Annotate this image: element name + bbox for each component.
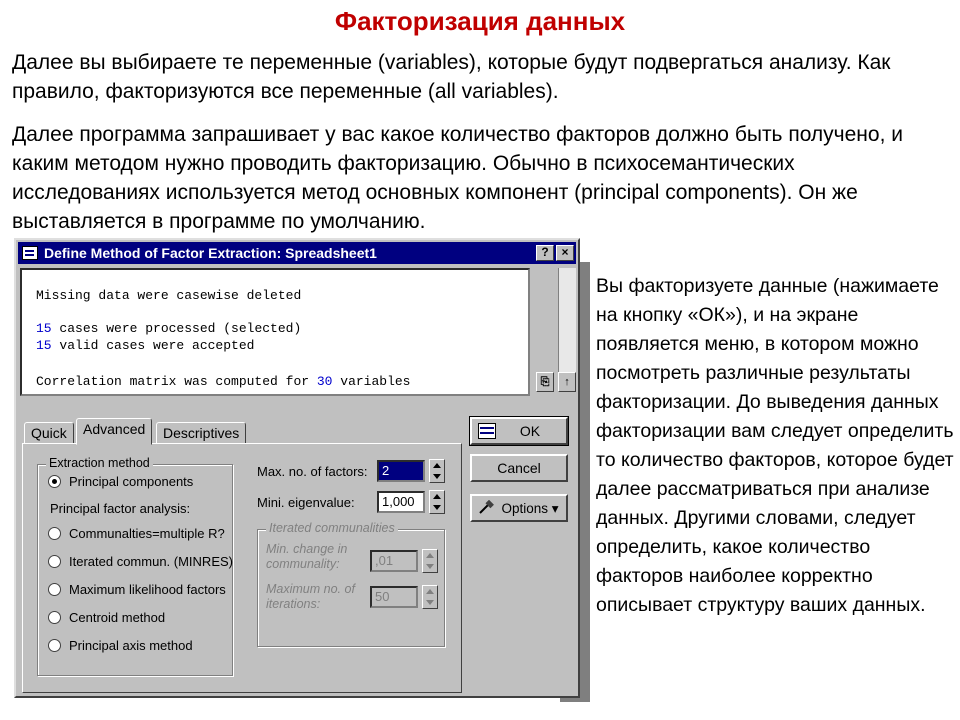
correlation-text: Correlation matrix was computed for: [36, 374, 317, 389]
spin-down-icon[interactable]: [433, 505, 441, 510]
radio-principal-axis[interactable]: [48, 638, 193, 653]
centroid-label: Centroid method: [69, 610, 166, 625]
cancel-button[interactable]: Cancel: [470, 454, 568, 482]
scroll-up-icon[interactable]: ↑: [558, 372, 576, 392]
radio-communalities[interactable]: [48, 526, 225, 541]
min-eigenvalue-label: Mini. eigenvalue:: [257, 495, 355, 510]
tab-quick[interactable]: Quick: [24, 422, 74, 444]
max-iterations-input[interactable]: 50: [370, 586, 418, 608]
spin-down-icon[interactable]: [426, 564, 434, 569]
help-button[interactable]: ?: [536, 245, 554, 261]
processed-text: cases were processed (selected): [51, 321, 302, 336]
radio-selected-icon[interactable]: [48, 475, 61, 488]
output-line-correlation: [36, 374, 410, 389]
min-change-spinner[interactable]: [422, 549, 438, 573]
radio-icon[interactable]: [48, 555, 61, 568]
processed-count: 15: [36, 321, 52, 336]
min-change-input[interactable]: ,01: [370, 550, 418, 572]
slide-title: Факторизация данных: [334, 6, 626, 36]
radio-icon[interactable]: [48, 527, 61, 540]
output-line-valid: [36, 338, 254, 353]
spin-down-icon[interactable]: [433, 474, 441, 479]
options-button[interactable]: [470, 494, 568, 522]
spin-down-icon[interactable]: [426, 600, 434, 605]
valid-count: 15: [36, 338, 52, 353]
max-likelihood-label: Maximum likelihood factors: [69, 582, 226, 597]
dialog-title: Define Method of Factor Extraction: Spreadsheet1: [44, 245, 377, 261]
intro-paragraph: Далее вы выбираете те переменные (variables), которые будут подвергаться анализу. Как правило, факторизуются все переменные (all variables).: [12, 51, 891, 103]
spin-up-icon[interactable]: [426, 589, 434, 594]
iterated-label: Iterated commun. (MINRES): [69, 554, 233, 569]
window-icon: [22, 246, 38, 260]
radio-centroid[interactable]: [48, 610, 165, 625]
method-paragraph: Далее программа запрашивает у вас какое количество факторов должно быть получено, и каким методом нужно проводить факторизацию. Обычно в психосемантических исследованиях используется метод основных компонент (principal components). Он же выставляется в программе по умолчанию.: [12, 123, 903, 233]
spreadsheet-icon: [478, 423, 496, 439]
advanced-panel: [22, 443, 462, 693]
output-scroll-area: [534, 268, 578, 396]
radio-icon[interactable]: [48, 611, 61, 624]
max-iterations-label: Maximum no. of iterations:: [266, 582, 355, 611]
iterated-communalities-group: [257, 521, 445, 647]
side-explanation: Вы факторизуете данные (нажимаете на кнопку «ОК»), и на экране появляется меню, в котором можно посмотреть различные результаты факторизации. До выведения данных факторизации вам следует определить то количество факторов, которое будет далее рассматриваться при анализе данных. Другими словами, следует определить, какое количество факторов наиболее корректно описывает структуру ваших данных.: [596, 275, 954, 616]
max-factors-label: Max. no. of factors:: [257, 464, 368, 479]
spin-up-icon[interactable]: [433, 494, 441, 499]
dialog-titlebar[interactable]: [18, 242, 576, 264]
ok-label: OK: [519, 423, 541, 439]
extraction-method-label: Extraction method: [46, 456, 153, 470]
principal-factor-label: Principal factor analysis:: [50, 501, 191, 516]
spin-up-icon[interactable]: [433, 463, 441, 468]
results-output: [20, 268, 530, 396]
max-iterations-spinner[interactable]: [422, 585, 438, 609]
radio-max-likelihood[interactable]: [48, 582, 226, 597]
radio-icon[interactable]: [48, 639, 61, 652]
principal-axis-label: Principal axis method: [69, 638, 193, 653]
radio-icon[interactable]: [48, 583, 61, 596]
max-factors-input[interactable]: 2: [377, 460, 425, 482]
min-eigenvalue-input[interactable]: 1,000: [377, 491, 425, 513]
radio-iterated[interactable]: [48, 554, 233, 569]
correlation-end: variables: [332, 374, 411, 389]
min-eigenvalue-spinner[interactable]: [429, 490, 445, 514]
tab-descriptives[interactable]: Descriptives: [156, 422, 246, 444]
output-line-missing: Missing data were casewise deleted: [36, 288, 302, 303]
ok-button[interactable]: [470, 417, 568, 445]
copy-icon[interactable]: ⎘: [536, 372, 554, 392]
radio-principal-components[interactable]: [48, 474, 193, 489]
communalities-label: Communalties=multiple R?: [69, 526, 225, 541]
valid-text: valid cases were accepted: [51, 338, 255, 353]
variable-count: 30: [316, 374, 333, 389]
options-label: Options ▾: [501, 501, 559, 516]
output-scrollbar[interactable]: [558, 268, 576, 386]
iterated-communalities-label: Iterated communalities: [266, 521, 398, 535]
factor-extraction-dialog: [14, 238, 580, 698]
principal-components-label: Principal components: [69, 474, 194, 489]
close-button[interactable]: ×: [556, 245, 574, 261]
tab-advanced[interactable]: Advanced: [76, 418, 152, 445]
extraction-method-group: [37, 456, 233, 676]
hammer-icon: [477, 500, 495, 516]
spin-up-icon[interactable]: [426, 553, 434, 558]
output-line-processed: [36, 321, 301, 336]
min-change-label: Min. change in communality:: [266, 542, 348, 571]
max-factors-spinner[interactable]: [429, 459, 445, 483]
